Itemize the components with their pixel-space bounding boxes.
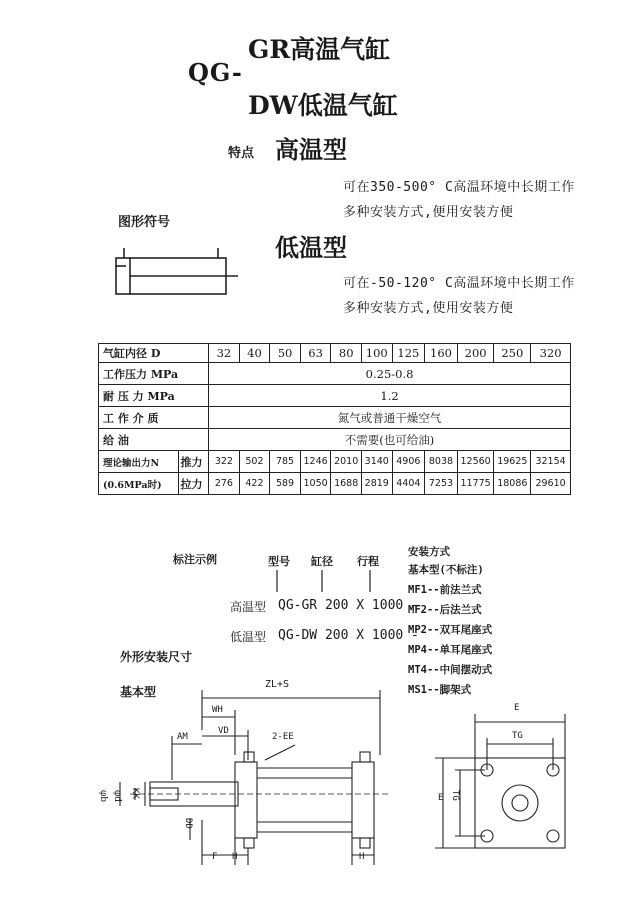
example-low-code: QG-DW 200 X 1000 - bbox=[278, 628, 419, 643]
install-item: MF2--后法兰式 bbox=[408, 604, 482, 616]
pull-cell: 4404 bbox=[392, 473, 425, 495]
push-cell: 3140 bbox=[361, 451, 392, 473]
example-label: 标注示例 bbox=[173, 553, 217, 566]
bore-cell: 63 bbox=[300, 344, 331, 363]
pull-cell: 1050 bbox=[300, 473, 331, 495]
bore-label: 气缸内径 D bbox=[99, 344, 209, 363]
push-cell: 19625 bbox=[494, 451, 531, 473]
bore-cell: 250 bbox=[494, 344, 531, 363]
dim-vd: VD bbox=[218, 726, 229, 736]
bore-cell: 32 bbox=[209, 344, 240, 363]
bore-cell: 200 bbox=[457, 344, 494, 363]
pull-label: 拉力 bbox=[178, 473, 209, 495]
push-cell: 322 bbox=[209, 451, 240, 473]
pressure-label: 工作压力 MPa bbox=[99, 363, 209, 385]
features-label: 特点 bbox=[228, 146, 255, 161]
bore-cell: 160 bbox=[425, 344, 458, 363]
bore-cell: 125 bbox=[392, 344, 425, 363]
pull-cell: 11775 bbox=[457, 473, 494, 495]
install-item: MS1--脚架式 bbox=[408, 684, 472, 696]
push-cell: 8038 bbox=[425, 451, 458, 473]
dim-phi-d: φd bbox=[112, 790, 122, 803]
example-high-type: 高温型 bbox=[230, 600, 267, 614]
force-label-1: 理论输出力N bbox=[99, 451, 179, 473]
install-item: 基本型(不标注) bbox=[408, 564, 484, 576]
end-view-drawing bbox=[425, 700, 585, 860]
dim-wh: WH bbox=[212, 705, 223, 715]
cylinder-symbol bbox=[110, 238, 245, 298]
dim-f: F bbox=[212, 852, 218, 862]
push-cell: 502 bbox=[239, 451, 270, 473]
medium-label: 工 作 介 质 bbox=[99, 407, 209, 429]
symbol-label: 图形符号 bbox=[118, 215, 171, 230]
lubrication-label: 给 油 bbox=[99, 429, 209, 451]
dim-kk: KK bbox=[130, 788, 140, 799]
pull-cell: 7253 bbox=[425, 473, 458, 495]
low-temp-desc-2: 多种安装方式,使用安装方便 bbox=[343, 301, 514, 316]
dim-tg-side: TG bbox=[450, 790, 460, 801]
high-temp-desc-2: 多种安装方式,便用安装方便 bbox=[343, 205, 514, 220]
bore-cell: 320 bbox=[531, 344, 571, 363]
medium-value: 氮气或普通干燥空气 bbox=[209, 407, 571, 429]
title-prefix: QG- bbox=[188, 58, 243, 87]
pull-cell: 589 bbox=[270, 473, 301, 495]
side-view-drawing bbox=[90, 670, 410, 880]
bore-cell: 40 bbox=[239, 344, 270, 363]
force-label-2: (0.6MPa时) bbox=[99, 473, 179, 495]
basic-type-label: 基本型 bbox=[120, 685, 157, 699]
dim-h-rear: H bbox=[359, 852, 365, 862]
dim-2-ee: 2-EE bbox=[272, 732, 294, 742]
push-cell: 2010 bbox=[331, 451, 362, 473]
bore-cell: 80 bbox=[331, 344, 362, 363]
spec-table bbox=[98, 343, 571, 495]
pull-cell: 1688 bbox=[331, 473, 362, 495]
push-cell: 4906 bbox=[392, 451, 425, 473]
install-title: 安装方式 bbox=[408, 546, 450, 558]
example-pointers bbox=[260, 566, 390, 602]
dim-zl-s: ZL+S bbox=[265, 679, 290, 690]
example-model-header: 型号 bbox=[268, 555, 290, 568]
high-temp-desc-1: 可在350-500° C高温环境中长期工作 bbox=[343, 180, 575, 195]
lubrication-value: 不需要(也可给油) bbox=[209, 429, 571, 451]
dim-phi-b: φb bbox=[98, 790, 108, 803]
low-temp-type: 低温型 bbox=[275, 233, 347, 262]
proof-pressure-value: 1.2 bbox=[209, 385, 571, 407]
low-temp-desc-1: 可在-50-120° C高温环境中长期工作 bbox=[343, 276, 575, 291]
dim-dd: DD bbox=[183, 818, 193, 829]
install-item: MP4--单耳尾座式 bbox=[408, 644, 493, 656]
push-cell: 785 bbox=[270, 451, 301, 473]
title-low-temp: DW低温气缸 bbox=[248, 91, 398, 120]
outline-label: 外形安装尺寸 bbox=[120, 650, 193, 664]
install-item: MT4--中间摆动式 bbox=[408, 664, 493, 676]
pull-cell: 29610 bbox=[531, 473, 571, 495]
dim-e-side: E bbox=[438, 793, 444, 803]
install-item: MP2--双耳尾座式 bbox=[408, 624, 493, 636]
dim-am: AM bbox=[177, 732, 188, 742]
pressure-value: 0.25-0.8 bbox=[209, 363, 571, 385]
title-high-temp: GR高温气缸 bbox=[248, 35, 391, 64]
pull-cell: 422 bbox=[239, 473, 270, 495]
push-cell: 12560 bbox=[457, 451, 494, 473]
dim-tg-top: TG bbox=[512, 731, 523, 741]
example-bore-header: 缸径 bbox=[311, 555, 333, 568]
example-high-code: QG-GR 200 X 1000 - bbox=[278, 598, 419, 613]
proof-pressure-label: 耐 压 力 MPa bbox=[99, 385, 209, 407]
install-item: MF1--前法兰式 bbox=[408, 584, 482, 596]
bore-cell: 100 bbox=[361, 344, 392, 363]
dim-h: H bbox=[232, 852, 238, 862]
high-temp-type: 高温型 bbox=[275, 135, 347, 164]
example-stroke-header: 行程 bbox=[357, 555, 379, 568]
bore-cell: 50 bbox=[270, 344, 301, 363]
pull-cell: 18086 bbox=[494, 473, 531, 495]
example-low-type: 低温型 bbox=[230, 630, 267, 644]
push-cell: 1246 bbox=[300, 451, 331, 473]
push-cell: 32154 bbox=[531, 451, 571, 473]
dim-e-top: E bbox=[514, 703, 520, 713]
push-label: 推力 bbox=[178, 451, 209, 473]
pull-cell: 276 bbox=[209, 473, 240, 495]
pull-cell: 2819 bbox=[361, 473, 392, 495]
